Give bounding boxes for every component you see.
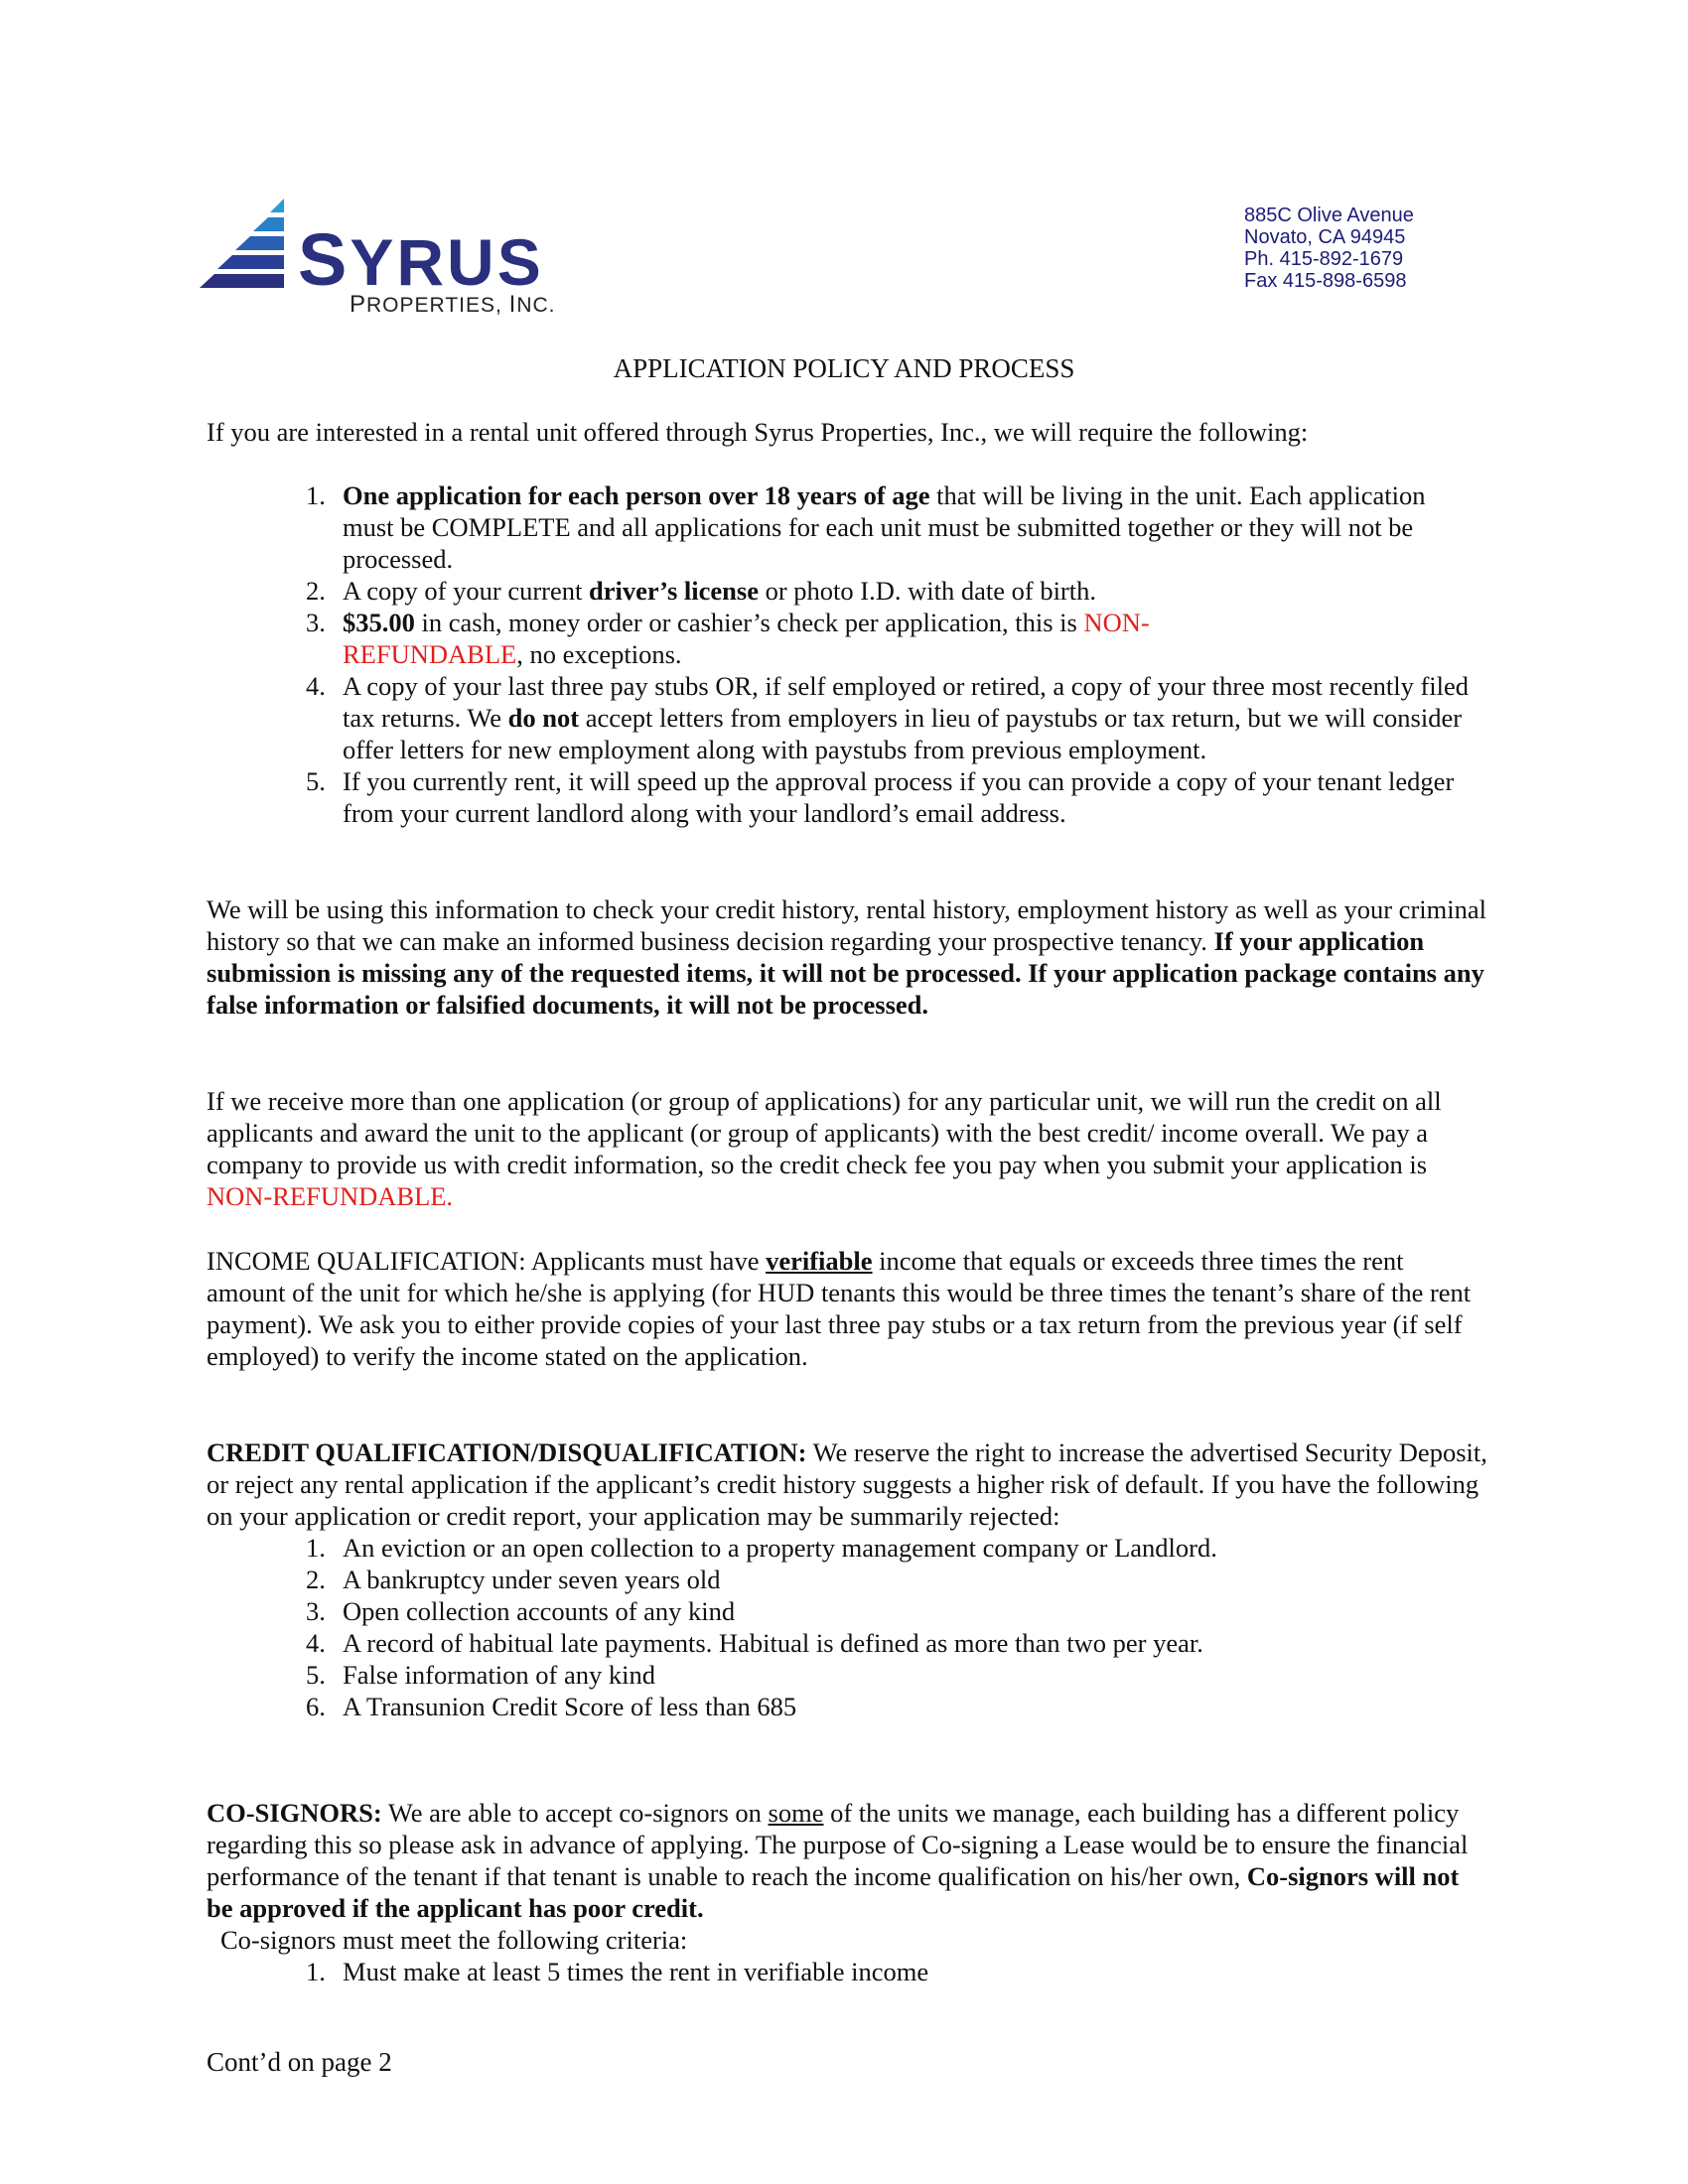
item-text: A copy of your current — [343, 576, 589, 606]
cosigners-text: of the units we manage, each building has a different policy regarding this so please ask in advance of applying. The purpose of Co-signing a Lease would be to ensure the financial performance of the tenant if that tenant is unable to reach the income qualification on his/her own, — [207, 1798, 1469, 1891]
item-number: 1. — [306, 1533, 326, 1563]
list-item — [207, 765, 1477, 829]
non-refundable-notice: NON-REFUNDABLE — [343, 608, 1150, 669]
non-refundable-notice: NON-REFUNDABLE. — [207, 1181, 454, 1211]
logo-stripe — [270, 199, 284, 212]
item-text: A record of habitual late payments. Habitual is defined as more than two per year. — [343, 1628, 1203, 1658]
address-fax: Fax 415-898-6598 — [1244, 270, 1407, 292]
cosigner-criteria-list — [207, 1956, 1487, 1987]
item-bold-text: $35.00 — [343, 608, 415, 637]
list-item — [207, 1595, 1487, 1627]
section-heading: CO-SIGNORS: — [207, 1798, 382, 1828]
item-bold-text: driver’s license — [589, 576, 759, 606]
multiple-applications-paragraph — [207, 1085, 1487, 1212]
requirements-list — [207, 479, 1477, 829]
continued-note: Cont’d on page 2 — [207, 2047, 392, 2077]
address-phone: Ph. 415-892-1679 — [1244, 248, 1404, 270]
item-number: 6. — [306, 1692, 326, 1721]
emphasis-verifiable: verifiable — [766, 1246, 873, 1276]
item-text: A bankruptcy under seven years old — [343, 1565, 721, 1594]
logo-name: YRUS — [350, 225, 544, 299]
item-number: 2. — [306, 1565, 326, 1594]
section-heading: INCOME QUALIFICATION: — [207, 1246, 526, 1276]
logo-stripe — [253, 217, 284, 231]
list-item — [207, 1956, 1487, 1987]
emphasis-some: some — [768, 1798, 824, 1828]
list-item — [207, 1532, 1487, 1564]
item-text: accept letters from employers in lieu of paystubs or tax return, but we will consider offer letters for new employment along with paystubs from previous employment. — [343, 703, 1463, 764]
item-number: 5. — [306, 766, 326, 796]
company-logo — [199, 194, 576, 318]
credit-text: We reserve the right to increase the advertised Security Deposit, or reject any rental application if the applicant’s credit history suggests a higher risk of default. If you have the following on your application or credit report, your application may be summarily rejected: — [207, 1437, 1487, 1531]
credit-qualification-section — [207, 1436, 1487, 1722]
logo-sub-initial2: I — [508, 291, 517, 318]
requirements-section — [207, 479, 1477, 829]
item-bold-text: One application for each person over 18 years of age — [343, 480, 930, 510]
logo-sub-rest: NC. — [516, 294, 556, 317]
usage-paragraph — [207, 893, 1487, 1021]
item-text: False information of any kind — [343, 1660, 655, 1690]
logo-stripe — [235, 236, 284, 250]
intro-paragraph — [207, 416, 1487, 448]
list-item — [207, 1564, 1487, 1595]
item-number: 1. — [306, 480, 326, 510]
list-item — [207, 1659, 1487, 1691]
item-text: Must make at least 5 times the rent in verifiable income — [343, 1957, 929, 1986]
list-item — [207, 1627, 1487, 1659]
item-text: Open collection accounts of any kind — [343, 1596, 736, 1626]
cosigners-warning: Co-signors will not be approved if the applicant has poor credit. — [207, 1861, 1460, 1923]
cosigners-text: We are able to accept co-signors on — [381, 1798, 769, 1828]
item-text: or photo I.D. with date of birth. — [758, 576, 1096, 606]
item-text: that will be living in the unit. Each application must be COMPLETE and all applications for each unit must be submitted together or they will not be processed. — [343, 480, 1426, 574]
address-street: 885C Olive Avenue — [1244, 205, 1414, 226]
logo-initial: S — [298, 218, 351, 301]
item-number: 3. — [306, 1596, 326, 1626]
item-number: 2. — [306, 576, 326, 606]
list-item — [207, 575, 1477, 607]
list-item — [207, 1691, 1487, 1722]
cosigners-section — [207, 1797, 1487, 1987]
section-heading: CREDIT QUALIFICATION/DISQUALIFICATION: — [207, 1437, 807, 1467]
item-number: 4. — [306, 1628, 326, 1658]
logo-sub-initial: P — [350, 291, 367, 318]
income-qualification-section — [207, 1245, 1487, 1372]
logo-stripe — [217, 255, 284, 269]
company-address — [1244, 205, 1414, 292]
list-item — [207, 479, 1477, 575]
item-number: 4. — [306, 671, 326, 701]
usage-warning: If your application submission is missing any of the requested items, it will not be processed. If your application package contains any false information or falsified documents, it will not be processed. — [207, 926, 1484, 1020]
usage-text: We will be using this information to check your credit history, rental history, employment history as well as your criminal history so that we can make an informed business decision regarding your prospective tenancy. — [207, 894, 1486, 956]
item-text: A copy of your last three pay stubs OR, if self employed or retired, a copy of your three most recently filed tax returns. We — [343, 671, 1470, 733]
item-bold-text: do not — [507, 703, 580, 733]
income-text: income that equals or exceeds three times the rent amount of the unit for which he/she is applying (for HUD tenants this would be three times the tenant’s share of the rent payment). We ask you to either provide copies of your last three pay stubs or a tax return from the previous year (if self employed) to verify the income stated on the application. — [207, 1246, 1472, 1371]
item-text: A Transunion Credit Score of less than 685 — [343, 1692, 797, 1721]
pyramid-stripes-icon — [199, 194, 308, 293]
intro-text: If you are interested in a rental unit offered through Syrus Properties, Inc., we will require the following: — [207, 417, 1309, 447]
item-number: 1. — [306, 1957, 326, 1986]
logo-wordmark — [298, 218, 544, 301]
logo-subtitle — [350, 293, 556, 317]
item-number: 5. — [306, 1660, 326, 1690]
address-city: Novato, CA 94945 — [1244, 226, 1406, 248]
disqualification-list — [207, 1532, 1487, 1722]
page-title: APPLICATION POLICY AND PROCESS — [613, 353, 1075, 383]
list-item — [207, 607, 1477, 670]
income-text: Applicants must have — [525, 1246, 767, 1276]
item-text: An eviction or an open collection to a property management company or Landlord. — [343, 1533, 1217, 1563]
item-text: in cash, money order or cashier’s check per application, this is — [414, 608, 1084, 637]
criteria-intro: Co-signors must meet the following criteria: — [220, 1925, 688, 1955]
logo-sub-mid: ROPERTIES, — [366, 294, 509, 317]
logo-stripe — [200, 274, 284, 288]
item-number: 3. — [306, 608, 326, 637]
list-item — [207, 670, 1477, 765]
multiple-text: If we receive more than one application (or group of applications) for any particular unit, we will run the credit on all applicants and award the unit to the applicant (or group of applicants) with the best credit/ income overall. We pay a company to provide us with credit information, so the credit check fee you pay when you submit your application is — [207, 1086, 1442, 1179]
item-text: If you currently rent, it will speed up the approval process if you can provide a copy of your tenant ledger from your current landlord along with your landlord’s email address. — [343, 766, 1455, 828]
item-text: , no exceptions. — [516, 639, 682, 669]
